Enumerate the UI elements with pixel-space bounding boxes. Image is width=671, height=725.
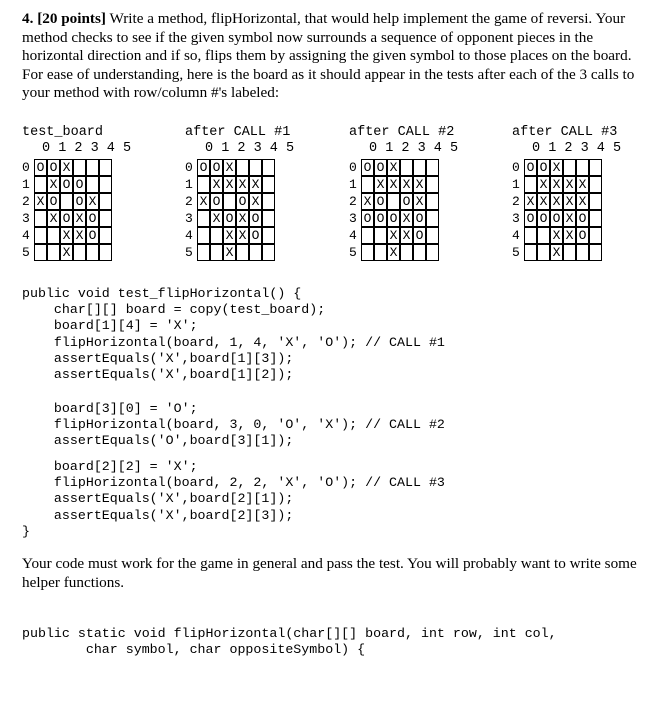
board-cell: X [223,176,236,193]
board-cell [426,159,439,176]
board-title: after CALL #2 [349,125,455,140]
board-cell [47,227,60,244]
row-label: 1 [349,177,357,192]
board-cell: X [60,244,73,261]
board-cell [576,244,589,261]
board-cell [426,227,439,244]
board-cell: O [387,210,400,227]
board-cell: O [210,159,223,176]
board-cell [576,159,589,176]
closing-paragraph: Your code must work for the game in general and pass the test. You will probably want to write some helper functions. [22,555,637,591]
row-label: 4 [22,228,30,243]
board-cell: X [223,159,236,176]
board-cell: O [361,159,374,176]
board-cell: X [563,176,576,193]
method-signature: public static void flipHorizontal(char[][] board, int row, int col, char symbol, char oppositeSymbol) { [22,626,557,658]
board-cell: X [73,227,86,244]
row-label: 1 [185,177,193,192]
board-cell: X [537,193,550,210]
board-cell [426,176,439,193]
board-cell [197,210,210,227]
board-cell: X [86,193,99,210]
row-label: 5 [512,245,520,260]
board-cell: O [550,210,563,227]
board-cell: O [249,227,262,244]
row-label: 5 [349,245,357,260]
board-cell [524,227,537,244]
board-cell: O [576,210,589,227]
board-cell: X [550,159,563,176]
board-cell [236,159,249,176]
board-cell: O [374,193,387,210]
board-title: test_board [22,125,104,140]
board-cell [262,210,275,227]
problem-text: Write a method, flipHorizontal, that would help implement the game of reversi. Your method checks to see if the given symbol now surrounds a sequence of opponent pieces in the horizontal direction and if so, flips them by assigning the given symbol to those places on the board. For ease of understanding, here is the board as it should appear in the tests after each of the 3 calls to your method with row/column #'s labeled: [22,10,635,101]
board-cell [524,244,537,261]
board-cell: X [400,210,413,227]
board-cell [73,244,86,261]
board-cell [589,193,602,210]
board-cell [249,159,262,176]
row-label: 3 [22,211,30,226]
board-cell [223,193,236,210]
board-cell: X [413,193,426,210]
board-cell: O [47,193,60,210]
code-block-call-2: board[3][0] = 'O'; flipHorizontal(board, 3, 0, 'O', 'X'); // CALL #2 assertEquals('O',board[3][1]); [53,401,445,449]
board-cell: O [249,210,262,227]
board-cell [361,244,374,261]
board-cell: X [210,176,223,193]
row-label: 0 [512,160,520,175]
column-header: 0 1 2 3 4 5 [205,141,295,156]
board-cell [374,227,387,244]
board-cell: O [413,227,426,244]
board-cell: X [374,176,387,193]
board-cell [537,227,550,244]
row-label: 2 [349,194,357,209]
board-cell [537,244,550,261]
row-label: 2 [512,194,520,209]
board-cell: O [73,176,86,193]
board-cell: X [236,210,249,227]
board-cell: X [236,176,249,193]
board-cell: O [236,193,249,210]
board-cell: O [374,210,387,227]
row-label: 4 [349,228,357,243]
board-cell [589,210,602,227]
board-cell: O [86,227,99,244]
board-cell: X [563,193,576,210]
board-cell: X [223,227,236,244]
board-cell: X [413,176,426,193]
board-cell: O [210,193,223,210]
board-cell [236,244,249,261]
board-cell [197,227,210,244]
board-cell: X [47,176,60,193]
board-cell [413,244,426,261]
column-header: 0 1 2 3 4 5 [532,141,622,156]
board-cell: O [537,210,550,227]
board-cell: X [550,193,563,210]
board-cell: X [361,193,374,210]
board-cell [86,159,99,176]
board-cell: X [576,176,589,193]
board-cell: X [34,193,47,210]
board-cell: O [34,159,47,176]
board-cell [99,176,112,193]
board-cell [197,176,210,193]
code-block-call-3: board[2][2] = 'X'; flipHorizontal(board, 2, 2, 'X', 'O'); // CALL #3 assertEquals('X',board[2][1]); assertEquals('X',board[2][3]); } [22,459,445,539]
row-label: 3 [349,211,357,226]
board-title: after CALL #1 [185,125,291,140]
row-label: 1 [22,177,30,192]
board-cell: O [86,210,99,227]
board-cell [34,244,47,261]
board-cell: O [60,210,73,227]
board-cell: X [197,193,210,210]
board-cell [99,210,112,227]
row-label: 1 [512,177,520,192]
board-cell [400,159,413,176]
board-cell: X [236,227,249,244]
board-cell: X [537,176,550,193]
row-label: 0 [349,160,357,175]
board-cell: X [387,227,400,244]
board-cell: X [576,193,589,210]
board-cell: X [563,227,576,244]
board-cell: X [400,227,413,244]
board-cell [262,193,275,210]
board-cell [413,159,426,176]
board-cell [426,193,439,210]
board-cell [73,159,86,176]
row-label: 2 [22,194,30,209]
board-cell: O [374,159,387,176]
board-cell: X [249,193,262,210]
board-cell: X [563,210,576,227]
board-cell [563,244,576,261]
row-label: 5 [185,245,193,260]
board-cell [589,159,602,176]
board-cell: X [249,176,262,193]
board-cell: O [223,210,236,227]
board-cell [374,244,387,261]
board-cell [589,227,602,244]
board-cell [86,176,99,193]
board-cell [387,193,400,210]
row-label: 2 [185,194,193,209]
board-cell: X [550,176,563,193]
board-cell: O [576,227,589,244]
board-cell [47,244,60,261]
problem-number: 4. [22,10,34,27]
board-cell [262,176,275,193]
column-header: 0 1 2 3 4 5 [369,141,459,156]
row-label: 5 [22,245,30,260]
board-cell [86,244,99,261]
boards-section [0,125,671,270]
board-cell [99,227,112,244]
problem-points: [20 points] [37,10,106,27]
board-cell [34,176,47,193]
problem-statement [22,10,652,103]
board-cell [249,244,262,261]
board-title: after CALL #3 [512,125,618,140]
board-cell [60,193,73,210]
board-cell [210,244,223,261]
board-cell: X [400,176,413,193]
board-cell [99,193,112,210]
board-cell [400,244,413,261]
board-cell: X [524,193,537,210]
board-cell: O [413,210,426,227]
board-cell [34,210,47,227]
board-cell [361,227,374,244]
board-cell [262,159,275,176]
board-cell [262,244,275,261]
column-header: 0 1 2 3 4 5 [42,141,132,156]
row-label: 3 [185,211,193,226]
board-cell: O [197,159,210,176]
board-cell: O [400,193,413,210]
board-cell [197,244,210,261]
row-label: 4 [512,228,520,243]
board-cell [262,227,275,244]
board-cell [426,244,439,261]
board-cell: X [387,159,400,176]
board-cell: X [387,244,400,261]
board-cell [99,244,112,261]
board-cell: O [524,210,537,227]
board-cell: O [60,176,73,193]
board-cell: X [60,159,73,176]
board-cell [524,176,537,193]
board-cell [589,176,602,193]
board-cell: X [550,227,563,244]
row-label: 4 [185,228,193,243]
board-cell [361,176,374,193]
row-label: 3 [512,211,520,226]
code-block-test-setup: public void test_flipHorizontal() { char[][] board = copy(test_board); board[1][4] = 'X'; flipHorizontal(board, 1, 4, 'X', 'O'); // CALL #1 assertEquals('X',board[1][3]); assertEquals('X',board[1][2]); [22,286,445,383]
board-cell [34,227,47,244]
board-cell: X [47,210,60,227]
board-cell: O [524,159,537,176]
row-label: 0 [185,160,193,175]
board-cell [426,210,439,227]
board-cell: O [537,159,550,176]
board-cell [589,244,602,261]
board-cell [563,159,576,176]
board-cell: O [73,193,86,210]
board-cell [99,159,112,176]
board-cell: X [73,210,86,227]
board-cell: X [550,244,563,261]
row-label: 0 [22,160,30,175]
board-cell: O [361,210,374,227]
board-cell: X [60,227,73,244]
board-cell: X [223,244,236,261]
board-cell: X [387,176,400,193]
board-cell [210,227,223,244]
board-cell: O [47,159,60,176]
board-cell: X [210,210,223,227]
